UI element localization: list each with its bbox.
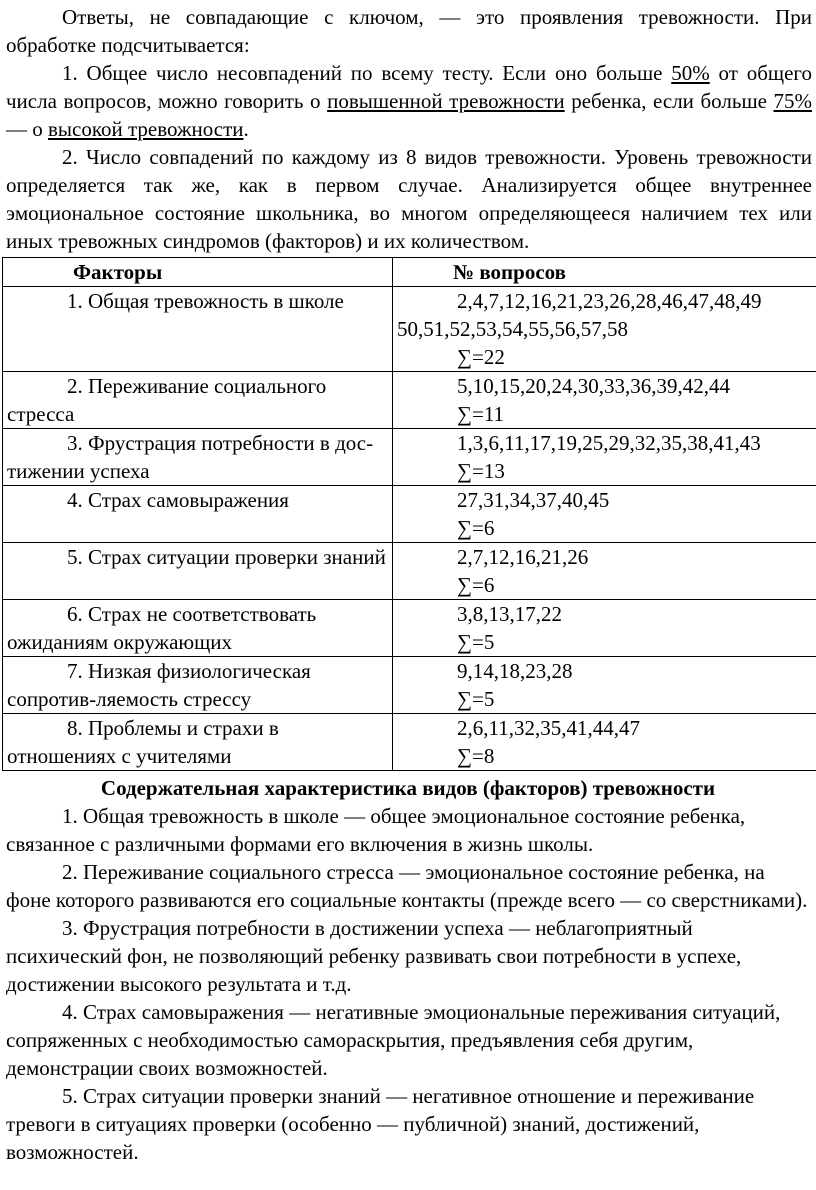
- intro-paragraph-2: [0, 59, 812, 143]
- questions-cell: [393, 429, 816, 486]
- factor-label-cont: стресса: [7, 402, 75, 426]
- factor-cell: [3, 543, 393, 600]
- factor-label: 4. Страх самовыражения: [67, 488, 289, 512]
- question-numbers: 27,31,34,37,40,45: [457, 488, 610, 512]
- factor-cell: [3, 372, 393, 429]
- intro-paragraph-1: Ответы, не совпадающие с ключом, — это проявления тревожности. При обработке подсчитывается:: [6, 5, 812, 57]
- questions-cell: [393, 486, 816, 543]
- question-numbers: 1,3,6,11,17,19,25,29,32,35,38,41,43: [457, 431, 761, 455]
- factor-cell: [3, 287, 393, 372]
- table-row: [3, 657, 816, 714]
- factor-label: 3. Фрустрация потребности в: [67, 431, 330, 455]
- text-run: 1. Общее число несовпадений по всему тесту. Если оно больше: [62, 61, 672, 85]
- factor-label-cont: школе: [288, 289, 344, 313]
- text-run: от общего числа вопросов, можно говорить о: [6, 61, 812, 113]
- factor-label-cont: знаний: [323, 545, 386, 569]
- factor-label-cont: отношениях с учителями: [7, 744, 232, 768]
- description-item: 5. Страх ситуации проверки знаний — негативное отношение и переживание тревоги в ситуациях проверки (особенно — публичной) знаний, достижений, возможностей.: [6, 1084, 755, 1164]
- factors-table: [2, 257, 816, 771]
- factor-label: 1. Общая тревожность в: [67, 289, 284, 313]
- description-item: 1. Общая тревожность в школе — общее эмоциональное состояние ребенка, связанное с различными формами его включения в жизнь школы.: [6, 804, 746, 856]
- question-numbers: 2,4,7,12,16,21,23,26,28,46,47,48,49: [457, 289, 762, 313]
- question-sum: ∑=8: [457, 744, 495, 768]
- factor-cell: [3, 600, 393, 657]
- factor-label-cont: сопротив-ляемость стрессу: [7, 687, 252, 711]
- table-row: [3, 543, 816, 600]
- factor-cell: [3, 657, 393, 714]
- question-sum: ∑=22: [457, 345, 505, 369]
- text-run: — о: [6, 117, 48, 141]
- text-run: ребенка, если больше: [564, 89, 774, 113]
- question-numbers: 5,10,15,20,24,30,33,36,39,42,44: [457, 374, 730, 398]
- question-numbers-cont: 50,51,52,53,54,55,56,57,58: [397, 317, 628, 341]
- questions-cell: [393, 714, 816, 771]
- question-numbers: 2,7,12,16,21,26: [457, 545, 589, 569]
- table-header-row: [3, 258, 816, 287]
- factor-label: 2. Переживание социального: [67, 374, 327, 398]
- factor-label-cont: ожиданиям окружающих: [7, 630, 232, 654]
- table-row: [3, 287, 816, 372]
- factor-cell: [3, 486, 393, 543]
- description-item: 2. Переживание социального стресса — эмоциональное состояние ребенка, на фоне которого развиваются его социальные контакты (прежде всего — со сверстниками).: [6, 860, 808, 912]
- text-run: .: [243, 117, 249, 141]
- questions-cell: [393, 372, 816, 429]
- underlined-text: 75%: [773, 89, 812, 113]
- header-factors: Факторы: [3, 258, 393, 287]
- table-row: [3, 600, 816, 657]
- table-row: [3, 372, 816, 429]
- question-sum: ∑=5: [457, 630, 495, 654]
- underlined-text: 50%: [671, 61, 710, 85]
- table-row: [3, 429, 816, 486]
- underlined-text: повышенной тревожности: [327, 89, 565, 113]
- factor-label-cont: дос-тижении успеха: [7, 431, 374, 483]
- factor-cell: [3, 429, 393, 486]
- table-row: [3, 714, 816, 771]
- description-item: 4. Страх самовыражения — негативные эмоциональные переживания ситуаций, сопряженных с необходимостью самораскрытия, предъявления себя другим, демонстрации своих возможностей.: [6, 1000, 781, 1080]
- table-row: [3, 486, 816, 543]
- question-sum: ∑=6: [457, 573, 495, 597]
- question-numbers: 3,8,13,17,22: [457, 602, 562, 626]
- factor-label: 6. Страх не соответствовать: [67, 602, 317, 626]
- factor-label: 7. Низкая физиологическая: [67, 659, 311, 683]
- question-sum: ∑=13: [457, 459, 505, 483]
- question-sum: ∑=5: [457, 687, 495, 711]
- underlined-text: высокой тревожности: [48, 117, 244, 141]
- section-heading: Содержательная характеристика видов (факторов) тревожности: [100, 776, 716, 800]
- question-numbers: 9,14,18,23,28: [457, 659, 573, 683]
- questions-cell: [393, 287, 816, 372]
- question-numbers: 2,6,11,32,35,41,44,47: [457, 716, 640, 740]
- questions-cell: [393, 657, 816, 714]
- description-section: [0, 771, 816, 1166]
- description-item: 3. Фрустрация потребности в достижении успеха — неблагоприятный психический фон, не позволяющий ребенку развивать свои потребности в успехе, достижении высокого результата и т.д.: [6, 916, 742, 996]
- intro-paragraph-3: 2. Число совпадений по каждому из 8 видов тревожности. Уровень тревожности определяется так же, как в первом случае. Анализируется общее внутреннее эмоциональное состояние школьника, во многом определяющееся наличием тех или иных тревожных синдромов (факторов) и их количеством.: [6, 145, 812, 253]
- factor-label: 5. Страх ситуации проверки: [67, 545, 318, 569]
- questions-cell: [393, 543, 816, 600]
- factor-label: 8. Проблемы и страхи в: [67, 716, 279, 740]
- factor-cell: [3, 714, 393, 771]
- question-sum: ∑=6: [457, 516, 495, 540]
- questions-cell: [393, 600, 816, 657]
- question-sum: ∑=11: [457, 402, 505, 426]
- header-questions: № вопросов: [393, 258, 816, 287]
